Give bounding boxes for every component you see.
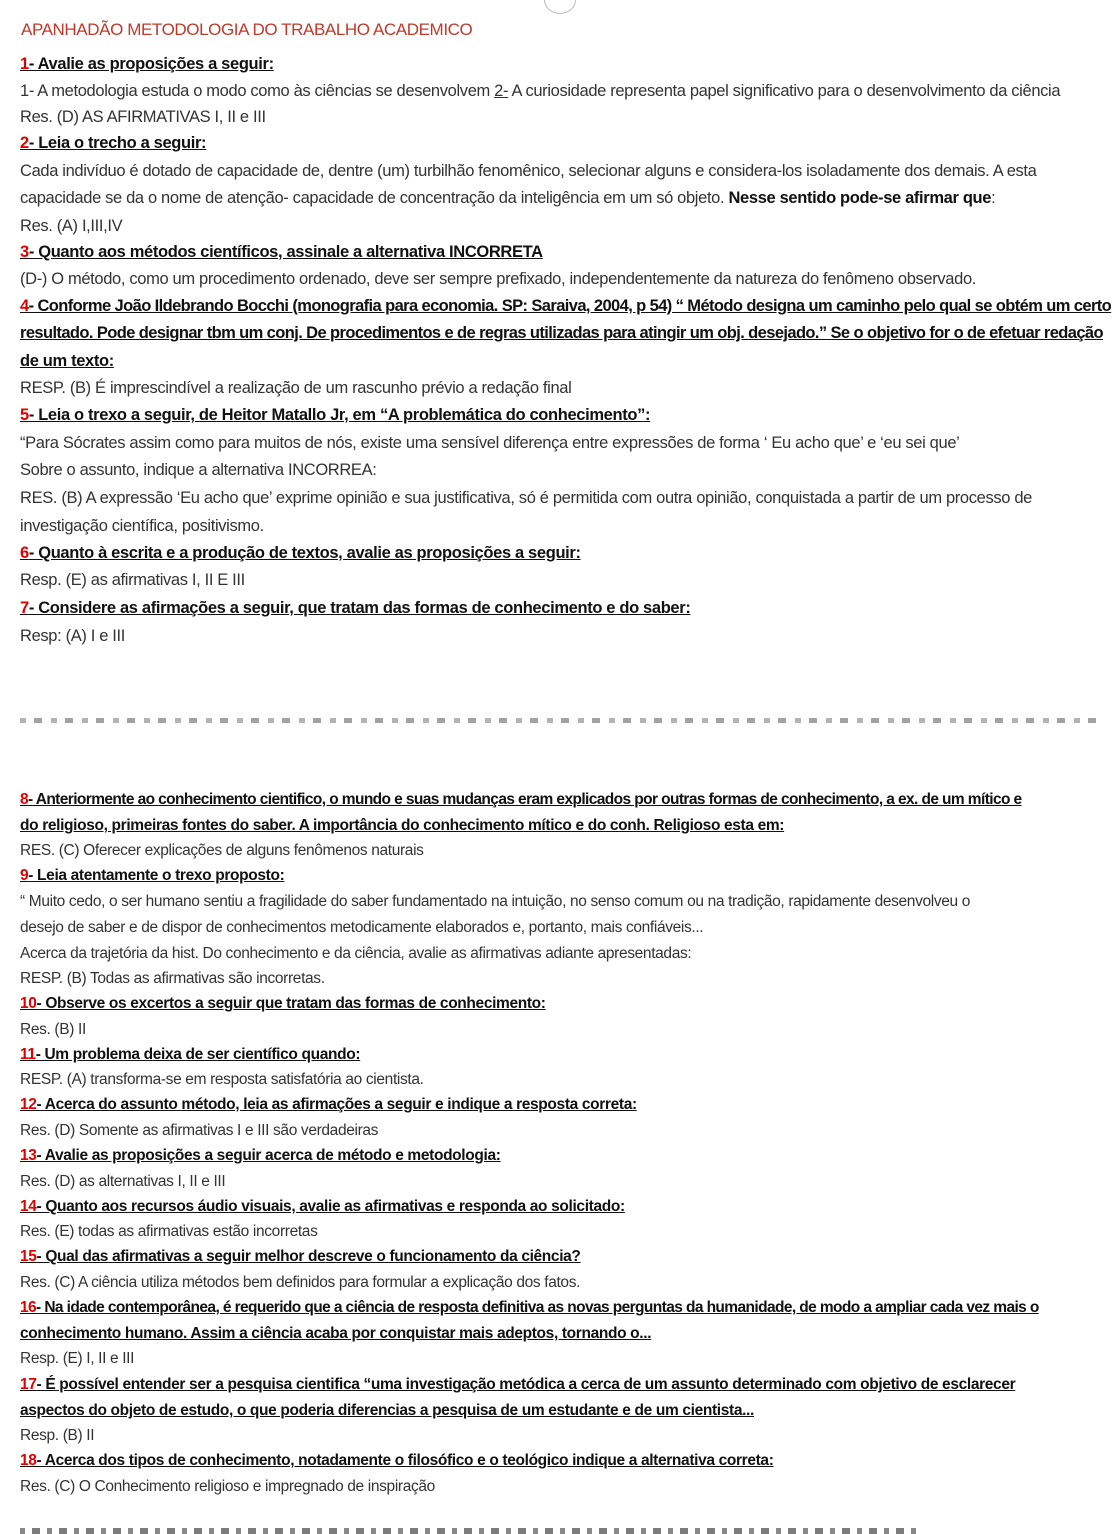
- question-number: 16: [20, 1299, 37, 1316]
- question-number: 6: [20, 544, 29, 562]
- question-4-heading-line-3: de um texto:: [20, 352, 114, 370]
- question-8-heading-line-2: do religioso, primeiras fontes do saber. A importância do conhecimento mítico e do conh. Religioso esta em:: [20, 817, 785, 834]
- question-8-answer: RES. (C) Oferecer explicações de alguns fenômenos naturais: [20, 842, 424, 859]
- question-8-heading-line-1: 8- Anteriormente ao conhecimento cientifico, o mundo e suas mudanças eram explicados por outras formas de conhecimento, a ex. de um mítico e: [20, 791, 1022, 808]
- question-9-body-line-3: Acerca da trajetória da hist. Do conhecimento e da ciência, avalie as afirmativas adiante apresentadas:: [20, 945, 692, 962]
- question-16-answer: Resp. (E) I, II e III: [20, 1350, 135, 1367]
- question-2-body-line-1: Cada indivíduo é dotado de capacidade de, dentre (um) turbilhão fenomênico, selecionar alguns e considera-los isoladamente dos demais. A esta: [20, 162, 1037, 180]
- question-number: 14: [20, 1198, 37, 1215]
- question-2-answer: Res. (A) I,III,IV: [20, 217, 123, 235]
- question-number: 1: [20, 55, 29, 73]
- question-15-heading: 15- Qual das afirmativas a seguir melhor descreve o funcionamento da ciência?: [20, 1248, 581, 1265]
- question-5-body-line-2: Sobre o assunto, indique a alternativa INCORREA:: [20, 461, 377, 479]
- question-15-answer: Res. (C) A ciência utiliza métodos bem definidos para formular a explicação dos fatos.: [20, 1274, 581, 1291]
- question-number: 5: [20, 406, 29, 424]
- question-6-heading: 6- Quanto à escrita e a produção de textos, avalie as proposições a seguir:: [20, 544, 581, 562]
- question-9-heading: 9- Leia atentamente o trexo proposto:: [20, 867, 285, 884]
- question-6-answer: Resp. (E) as afirmativas I, II E III: [20, 571, 245, 589]
- question-3-answer: (D-) O método, como um procedimento ordenado, deve ser sempre prefixado, independentemente da natureza do fenômeno observado.: [20, 270, 977, 288]
- question-5-heading: 5- Leia o trexo a seguir, de Heitor Matallo Jr, em “A problemática do conhecimento”:: [20, 406, 651, 424]
- question-number: 11: [20, 1046, 36, 1063]
- question-16-heading-line-1: 16- Na idade contemporânea, é requerido que a ciência de resposta definitiva as novas perguntas da humanidade, de modo a ampliar cada vez mais o: [20, 1299, 1039, 1316]
- question-1-body: 1- A metodologia estuda o modo como às ciências se desenvolvem 2- A curiosidade representa papel significativo para o desenvolvimento da ciência: [20, 82, 1061, 100]
- question-number: 10: [20, 995, 37, 1012]
- question-number: 13: [20, 1147, 37, 1164]
- question-number: 8: [20, 791, 29, 808]
- question-number: 2: [20, 134, 29, 152]
- question-17-heading-line-1: 17- É possível entender ser a pesquisa cientifica “uma investigação metódica a cerca de um assunto determinado com objetivo de esclarecer: [20, 1376, 1016, 1393]
- question-5-body-line-1: “Para Sócrates assim como para muitos de nós, existe uma sensível diferença entre expressões de forma ‘ Eu acho que’ e ‘eu sei que’: [20, 434, 960, 452]
- question-14-heading: 14- Quanto aos recursos áudio visuais, avalie as afirmativas e responda ao solicitado:: [20, 1198, 625, 1215]
- question-12-answer: Res. (D) Somente as afirmativas I e III são verdadeiras: [20, 1122, 379, 1139]
- clipped-text-line: [20, 1528, 920, 1534]
- question-9-body-line-1: “ Muito cedo, o ser humano sentiu a fragilidade do saber fundamentado na intuição, no senso comum ou na tradição, rapidamente desenvolveu o: [20, 893, 971, 910]
- question-number: 7: [20, 599, 29, 617]
- question-number: 12: [20, 1096, 37, 1113]
- question-18-heading: 18- Acerca dos tipos de conhecimento, notadamente o filosófico e o teológico indique a alternativa correta:: [20, 1452, 774, 1469]
- question-5-answer-line-1: RES. (B) A expressão ‘Eu acho que’ exprime opinião e sua justificativa, só é permitida com outra opinião, conquistada a partir de um processo de: [20, 489, 1032, 507]
- question-11-answer: RESP. (A) transforma-se em resposta satisfatória ao cientista.: [20, 1071, 424, 1088]
- question-12-heading: 12- Acerca do assunto método, leia as afirmações a seguir e indique a resposta correta:: [20, 1096, 637, 1113]
- scroll-indicator-circle: [544, 0, 576, 14]
- question-5-answer-line-2: investigação científica, positivismo.: [20, 517, 264, 535]
- question-10-heading: 10- Observe os excertos a seguir que tratam das formas de conhecimento:: [20, 995, 546, 1012]
- question-2-heading: 2- Leia o trecho a seguir:: [20, 134, 207, 152]
- question-11-heading: 11- Um problema deixa de ser científico quando:: [20, 1046, 361, 1063]
- question-1-answer: Res. (D) AS AFIRMATIVAS I, II e III: [20, 108, 266, 126]
- question-number: 9: [20, 867, 29, 884]
- question-3-heading: 3- Quanto aos métodos científicos, assinale a alternativa INCORRETA: [20, 243, 543, 261]
- question-17-heading-line-2: aspectos do objeto de estudo, o que poderia diferencias a pesquisa de um estudante e de um cientista...: [20, 1402, 754, 1419]
- question-number: 18: [20, 1452, 37, 1469]
- question-14-answer: Res. (E) todas as afirmativas estão incorretas: [20, 1223, 318, 1240]
- question-9-answer: RESP. (B) Todas as afirmativas são incorretas.: [20, 970, 325, 987]
- question-number: 15: [20, 1248, 37, 1265]
- question-1-heading: 1- Avalie as proposições a seguir:: [20, 55, 274, 73]
- question-7-heading: 7- Considere as afirmações a seguir, que tratam das formas de conhecimento e do saber:: [20, 599, 691, 617]
- question-13-heading: 13- Avalie as proposições a seguir acerca de método e metodologia:: [20, 1147, 501, 1164]
- question-18-answer: Res. (C) O Conhecimento religioso e impregnado de inspiração: [20, 1478, 435, 1495]
- question-17-answer: Resp. (B) II: [20, 1427, 95, 1444]
- question-16-heading-line-2: conhecimento humano. Assim a ciência acaba por conquistar mais adeptos, tornando o...: [20, 1325, 652, 1342]
- clipped-text-line: [20, 718, 1100, 723]
- question-4-heading-line-1: 4- Conforme João Ildebrando Bocchi (monografia para economia. SP: Saraiva, 2004, p 54) “ Método designa um caminho pelo qual se obtém um certo: [20, 297, 1112, 315]
- question-7-answer: Resp: (A) I e III: [20, 627, 125, 645]
- question-number: 4: [20, 297, 29, 315]
- question-13-answer: Res. (D) as alternativas I, II e III: [20, 1173, 226, 1190]
- question-2-body-line-2: capacidade se da o nome de atenção- capacidade de concentração da inteligência em um só objeto. Nesse sentido pode-se afirmar que:: [20, 189, 996, 207]
- question-number: 3: [20, 243, 29, 261]
- question-9-body-line-2: desejo de saber e de dispor de conhecimentos metodicamente elaborados e, portanto, mais confiáveis...: [20, 919, 704, 936]
- question-10-answer: Res. (B) II: [20, 1021, 86, 1038]
- question-4-answer: RESP. (B) É imprescindível a realização de um rascunho prévio a redação final: [20, 379, 572, 397]
- document-title: APANHADÃO METODOLOGIA DO TRABALHO ACADEMICO: [21, 20, 473, 39]
- question-number: 17: [20, 1376, 37, 1393]
- question-4-heading-line-2: resultado. Pode designar tbm um conj. De procedimentos e de regras utilizadas para atingir um obj. desejado.” Se o objetivo for o de efetuar redação: [20, 324, 1103, 342]
